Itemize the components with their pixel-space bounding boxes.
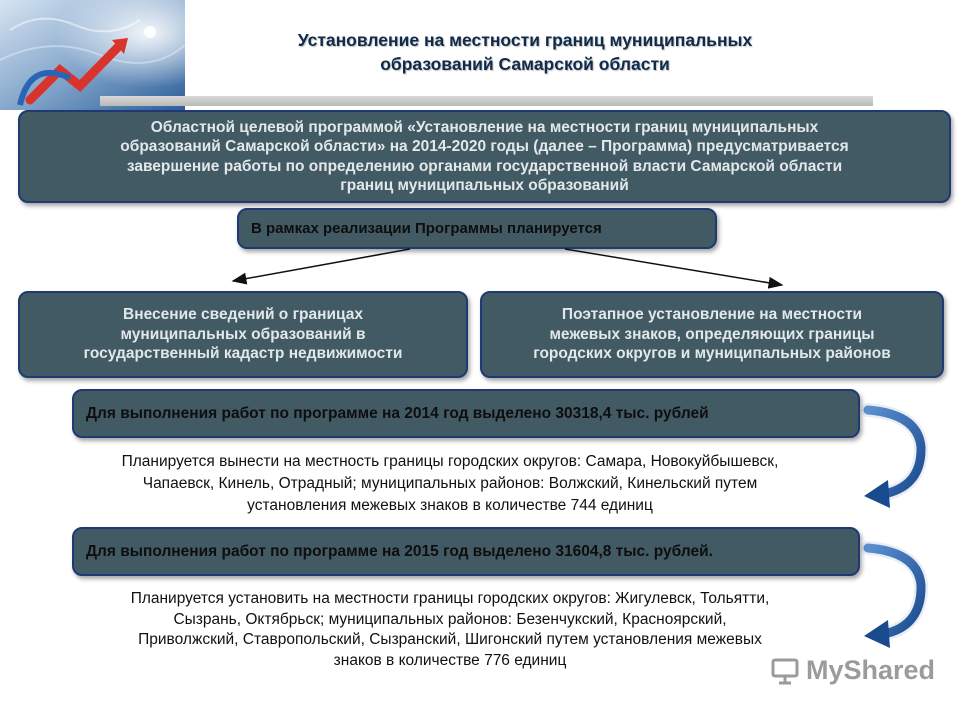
cadastre-line-3: государственный кадастр недвижимости (83, 345, 403, 363)
plan-2015-line-4: знаков в количестве 776 единиц (333, 651, 567, 669)
plan-2015-line-3: Приволжский, Ставропольский, Сызранский, Шигонский путем установления межевых (138, 631, 762, 648)
plan-2014-line-3: установления межевых знаков в количестве 744 единиц (247, 497, 653, 514)
cadastre-line-2: муниципальных образований в (120, 325, 366, 343)
myshared-watermark (770, 655, 935, 686)
intro-line-2: образований Самарской области» на 2014-2020 годы (далее – Программа) предусматривается (120, 138, 849, 155)
plan-2014-paragraph (30, 451, 870, 517)
watermark-text: MyShared (806, 655, 936, 685)
markers-line-3: городских округов и муниципальных районов (533, 345, 891, 363)
boundary-markers-box (480, 291, 944, 378)
plan-2015-paragraph (30, 589, 870, 671)
cadastre-box (18, 291, 468, 378)
intro-line-4: границ муниципальных образований (340, 177, 629, 194)
markers-line-2: межевых знаков, определяющих границы (549, 325, 875, 343)
funding-2014-box (72, 389, 860, 438)
arrow-to-left-box (233, 249, 410, 281)
funding-2015-box (72, 527, 860, 576)
plan-2014-line-1: Планируется вынести на местность границы городских округов: Самара, Новокуйбышевск, (121, 453, 779, 470)
header-band (100, 96, 873, 106)
curved-arrow-2015 (864, 548, 921, 648)
intro-box (18, 110, 951, 203)
page-title-line-1: Установление на местности границ муниципальных (297, 30, 753, 50)
plan-2015-line-2: Сызрань, Октябрьск; муниципальных районов: Безенчукский, Красноярский, (173, 610, 727, 628)
page-title-line-2: образований Самарской области (380, 54, 670, 74)
plan-label-box (237, 208, 717, 249)
presentation-icon (770, 656, 800, 686)
markers-line-1: Поэтапное установление на местности (561, 306, 863, 324)
corner-globe-graphic (0, 0, 185, 110)
funding-2015-text: Для выполнения работ по программе на 2015 год выделено 31604,8 тыс. рублей. (86, 542, 713, 560)
curved-arrow-2014 (864, 410, 921, 508)
arrow-to-right-box (565, 249, 782, 285)
cadastre-line-1: Внесение сведений о границах (123, 306, 363, 324)
intro-line-1: Областной целевой программой «Установление на местности границ муниципальных (150, 118, 819, 136)
page-title (190, 28, 860, 76)
funding-2014-text: Для выполнения работ по программе на 2014 год выделено 30318,4 тыс. рублей (86, 404, 709, 422)
plan-label: В рамках реализации Программы планируется (251, 219, 602, 237)
intro-line-3: завершение работы по определению органами государственной власти Самарской области (126, 157, 843, 175)
plan-2015-line-1: Планируется установить на местности границы городских округов: Жигулевск, Тольятти, (130, 590, 770, 607)
plan-2014-line-2: Чапаевск, Кинель, Отрадный; муниципальных районов: Волжский, Кинельский путем (142, 475, 758, 492)
